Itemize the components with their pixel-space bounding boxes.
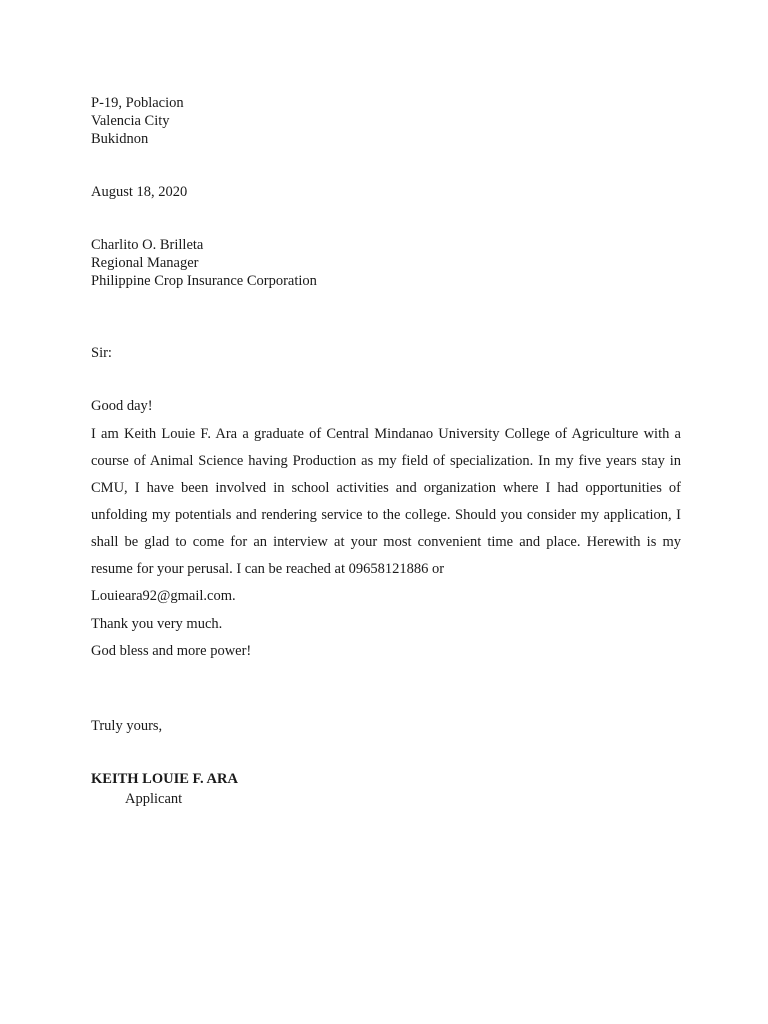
greeting-text: Good day! xyxy=(91,398,153,414)
body-paragraph: I am Keith Louie F. Ara a graduate of Central Mindanao University College of Agriculture with a course of Animal Science having Production as my field of specialization. In my five years stay in CMU, I have been involved in school activities and organization where I had opportunities of unfolding my potentials and rendering service to the college. Should you consider my application, I shall be glad to come for an interview at your most convenient time and place. Herewith is my resume for your perusal. I can be reached at 09658121886 or xyxy=(91,426,681,577)
sender-address-line2: Valencia City xyxy=(91,113,170,129)
closing-lines xyxy=(91,611,681,665)
recipient-title: Regional Manager xyxy=(91,255,199,271)
date-text: August 18, 2020 xyxy=(91,184,188,200)
signature-name: KEITH LOUIE F. ARA xyxy=(91,771,238,787)
thanks-text: Thank you very much. xyxy=(91,616,223,632)
greeting xyxy=(91,397,681,415)
body-email: Louieara92@gmail.com. xyxy=(91,588,236,604)
signature-title: Applicant xyxy=(125,791,183,807)
recipient-name: Charlito O. Brilleta xyxy=(91,237,204,253)
letter-date xyxy=(91,183,681,201)
recipient-organization: Philippine Crop Insurance Corporation xyxy=(91,273,317,289)
recipient-block xyxy=(91,236,681,290)
sender-address xyxy=(91,94,681,148)
salutation-text: Sir: xyxy=(91,345,112,361)
signoff-text: Truly yours, xyxy=(91,718,163,734)
signoff xyxy=(91,717,681,735)
sender-address-line1: P-19, Poblacion xyxy=(91,95,184,111)
sender-address-line3: Bukidnon xyxy=(91,131,149,147)
letter-body xyxy=(91,421,681,610)
blessing-text: God bless and more power! xyxy=(91,643,252,659)
salutation xyxy=(91,344,681,362)
